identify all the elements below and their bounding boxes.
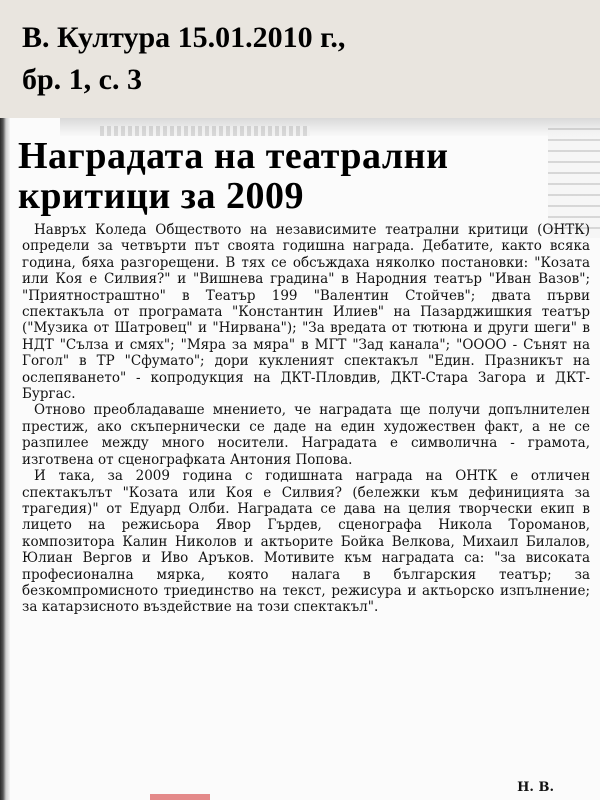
source-header bbox=[0, 0, 600, 118]
article-paragraph: Отново преобладаваше мнението, че наградата ще получи допълнителен престиж, ако скъпернически се даде на един художествен факт, а не се разпилее между много носители. Наградата е символична - грамота, изготвена от сценографката Антония Попова. bbox=[22, 402, 590, 468]
article-paragraph: Навръх Коледа Обществото на независимите театрални критици (ОНТК) определи за четвърти път своята годишна награда. Дебатите, както всяка година, бяха разгорещени. В тях се обсъждаха няколко постановки: "Козата или Коя е Силвия?" и "Вишнева градина" в Народния театър "Иван Вазов"; "Приятностраштно" в Театър 199 "Валентин Стойчев"; двата първи спектакъла от програмата "Константин Илиев" на Пазарджишкия театър ("Музика от Шатровец" и "Нирвана"); "За вредата от тютюна и други шеги" в НДТ "Сълза и смях"; "Мяра за мяра" в МГТ "Зад канала"; "ОООО - Сънят на Гогол" в ТР "Сфумато"; дори кукленият спектакъл "Един. Празникът на ослепяването" - копродукция на ДКТ-Пловдив, ДКТ-Стара Загора и ДКТ-Бургас. bbox=[22, 222, 590, 403]
author-signature: Н. В. bbox=[517, 780, 554, 795]
source-publication: В. Култура 15.01.2010 г., bbox=[22, 21, 346, 54]
article-headline: Наградата на театрални критици за 2009 bbox=[18, 136, 548, 216]
article-body bbox=[22, 222, 590, 616]
newspaper-clipping bbox=[0, 118, 600, 800]
scan-edge-left bbox=[0, 118, 10, 800]
scan-color-strip bbox=[150, 794, 210, 800]
source-issue-page: бр. 1, с. 3 bbox=[22, 63, 142, 96]
article-paragraph: И така, за 2009 година с годишната награда на ОНТК е отличен спектакълът "Козата или Коя е Силвия? (бележки към дефиницията за трагедия)" от Едуард Олби. Наградата се дава на целия творчески екип в лицето на режисьора Явор Гърдев, сценографа Никола Тороманов, композитора Калин Николов и актьорите Бойка Велкова, Михаил Билалов, Юлиан Вергов и Иво Аръков. Мотивите към наградата са: "за високата професионална мярка, която налага в българския театър; за безкомпромисното триединство на текст, режисура и актьорско изпълнение; за катарзисното въздействие на този спектакъл". bbox=[22, 468, 590, 616]
